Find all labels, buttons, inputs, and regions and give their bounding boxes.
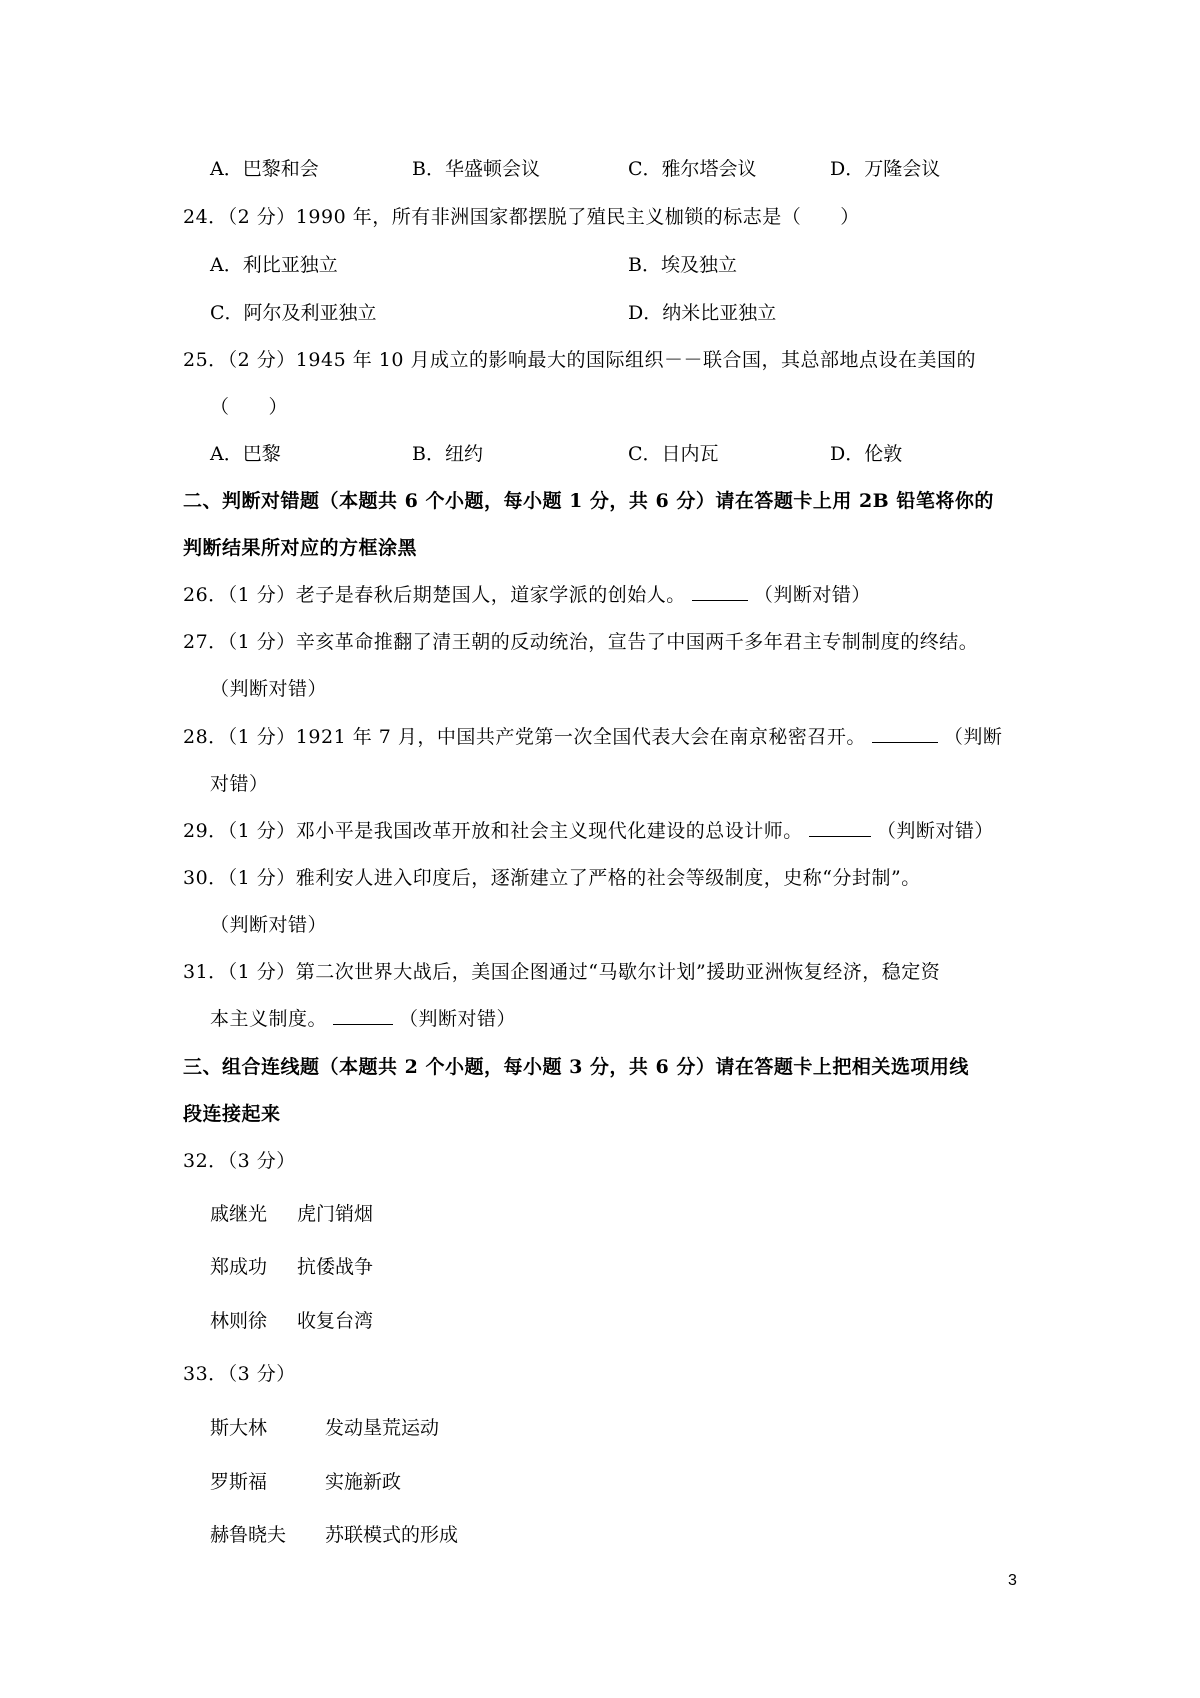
q26-text: 26．（1 分）老子是春秋后期楚国人，道家学派的创始人。 xyxy=(183,584,686,606)
q28-line1-wrap xyxy=(183,724,1002,750)
q32-left-1[interactable]: 戚继光 xyxy=(210,1203,268,1225)
q29-line xyxy=(183,818,994,844)
section2-heading-line2: 判断结果所对应的方框涂黑 xyxy=(183,537,418,559)
section2-heading-line1: 二、判断对错题（本题共 6 个小题，每小题 1 分，共 6 分）请在答题卡上用 2B 铅笔将你的 xyxy=(183,490,994,512)
page-number: 3 xyxy=(1008,1572,1017,1589)
q24-option-b: B．埃及独立 xyxy=(628,254,737,276)
q33-left-2[interactable]: 罗斯福 xyxy=(210,1471,268,1493)
q26-line xyxy=(183,582,871,608)
q28-line2: 对错） xyxy=(210,773,269,795)
q33-left-1[interactable]: 斯大林 xyxy=(210,1417,268,1439)
q30-line1: 30．（1 分）雅利安人进入印度后，逐渐建立了严格的社会等级制度，史称“分封制”。 xyxy=(183,867,921,889)
q25-option-a: A．巴黎 xyxy=(210,443,281,465)
q29-text: 29．（1 分）邓小平是我国改革开放和社会主义现代化建设的总设计师。 xyxy=(183,820,803,842)
q32-stem: 32．（3 分） xyxy=(183,1150,296,1172)
q31-line2: 本主义制度。 xyxy=(210,1008,328,1030)
q25-stem-line2: （ ） xyxy=(210,396,289,418)
q23-option-c: C．雅尔塔会议 xyxy=(628,158,757,180)
q29-suffix: （判断对错） xyxy=(876,820,994,842)
answer-blank[interactable] xyxy=(809,818,871,837)
q32-right-3[interactable]: 收复台湾 xyxy=(297,1310,374,1332)
q31-suffix: （判断对错） xyxy=(399,1008,517,1030)
q24-option-a: A．利比亚独立 xyxy=(210,254,338,276)
q23-option-a: A．巴黎和会 xyxy=(210,158,319,180)
q27-line2: （判断对错） xyxy=(210,678,328,700)
q31-line2-wrap xyxy=(210,1006,516,1032)
q26-suffix: （判断对错） xyxy=(753,584,871,606)
answer-blank[interactable] xyxy=(692,582,748,601)
q33-stem: 33．（3 分） xyxy=(183,1363,296,1385)
q32-left-2[interactable]: 郑成功 xyxy=(210,1256,268,1278)
section3-heading-line2: 段连接起来 xyxy=(183,1103,281,1125)
q33-right-1[interactable]: 发动垦荒运动 xyxy=(325,1417,440,1439)
q25-option-c: C．日内瓦 xyxy=(628,443,719,465)
q31-line1: 31．（1 分）第二次世界大战后，美国企图通过“马歇尔计划”援助亚洲恢复经济，稳定资 xyxy=(183,961,941,983)
q32-left-3[interactable]: 林则徐 xyxy=(210,1310,268,1332)
q25-option-d: D．伦敦 xyxy=(830,443,903,465)
q33-right-2[interactable]: 实施新政 xyxy=(325,1471,402,1493)
q24-stem: 24．（2 分）1990 年，所有非洲国家都摆脱了殖民主义枷锁的标志是（ ） xyxy=(183,206,860,228)
q23-option-b: B．华盛顿会议 xyxy=(412,158,540,180)
q28-line1: 28．（1 分）1921 年 7 月，中国共产党第一次全国代表大会在南京秘密召开。 xyxy=(183,726,866,748)
q24-option-c: C．阿尔及利亚独立 xyxy=(210,302,377,324)
q30-line2: （判断对错） xyxy=(210,914,328,936)
q32-right-1[interactable]: 虎门销烟 xyxy=(297,1203,374,1225)
q25-stem-line1: 25．（2 分）1945 年 10 月成立的影响最大的国际组织－－联合国，其总部地点设在美国的 xyxy=(183,349,976,371)
q33-right-3[interactable]: 苏联模式的形成 xyxy=(325,1524,459,1546)
answer-blank[interactable] xyxy=(872,724,938,743)
section3-heading-line1: 三、组合连线题（本题共 2 个小题，每小题 3 分，共 6 分）请在答题卡上把相关选项用线 xyxy=(183,1056,969,1078)
q23-option-d: D．万隆会议 xyxy=(830,158,941,180)
q32-right-2[interactable]: 抗倭战争 xyxy=(297,1256,374,1278)
q28-suffix: （判断 xyxy=(943,726,1003,748)
q25-option-b: B．纽约 xyxy=(412,443,483,465)
q24-option-d: D．纳米比亚独立 xyxy=(628,302,777,324)
q27-line1: 27．（1 分）辛亥革命推翻了清王朝的反动统治，宣告了中国两千多年君主专制制度的终结。 xyxy=(183,631,979,653)
answer-blank[interactable] xyxy=(333,1006,393,1025)
q33-left-3[interactable]: 赫鲁晓夫 xyxy=(210,1524,287,1546)
